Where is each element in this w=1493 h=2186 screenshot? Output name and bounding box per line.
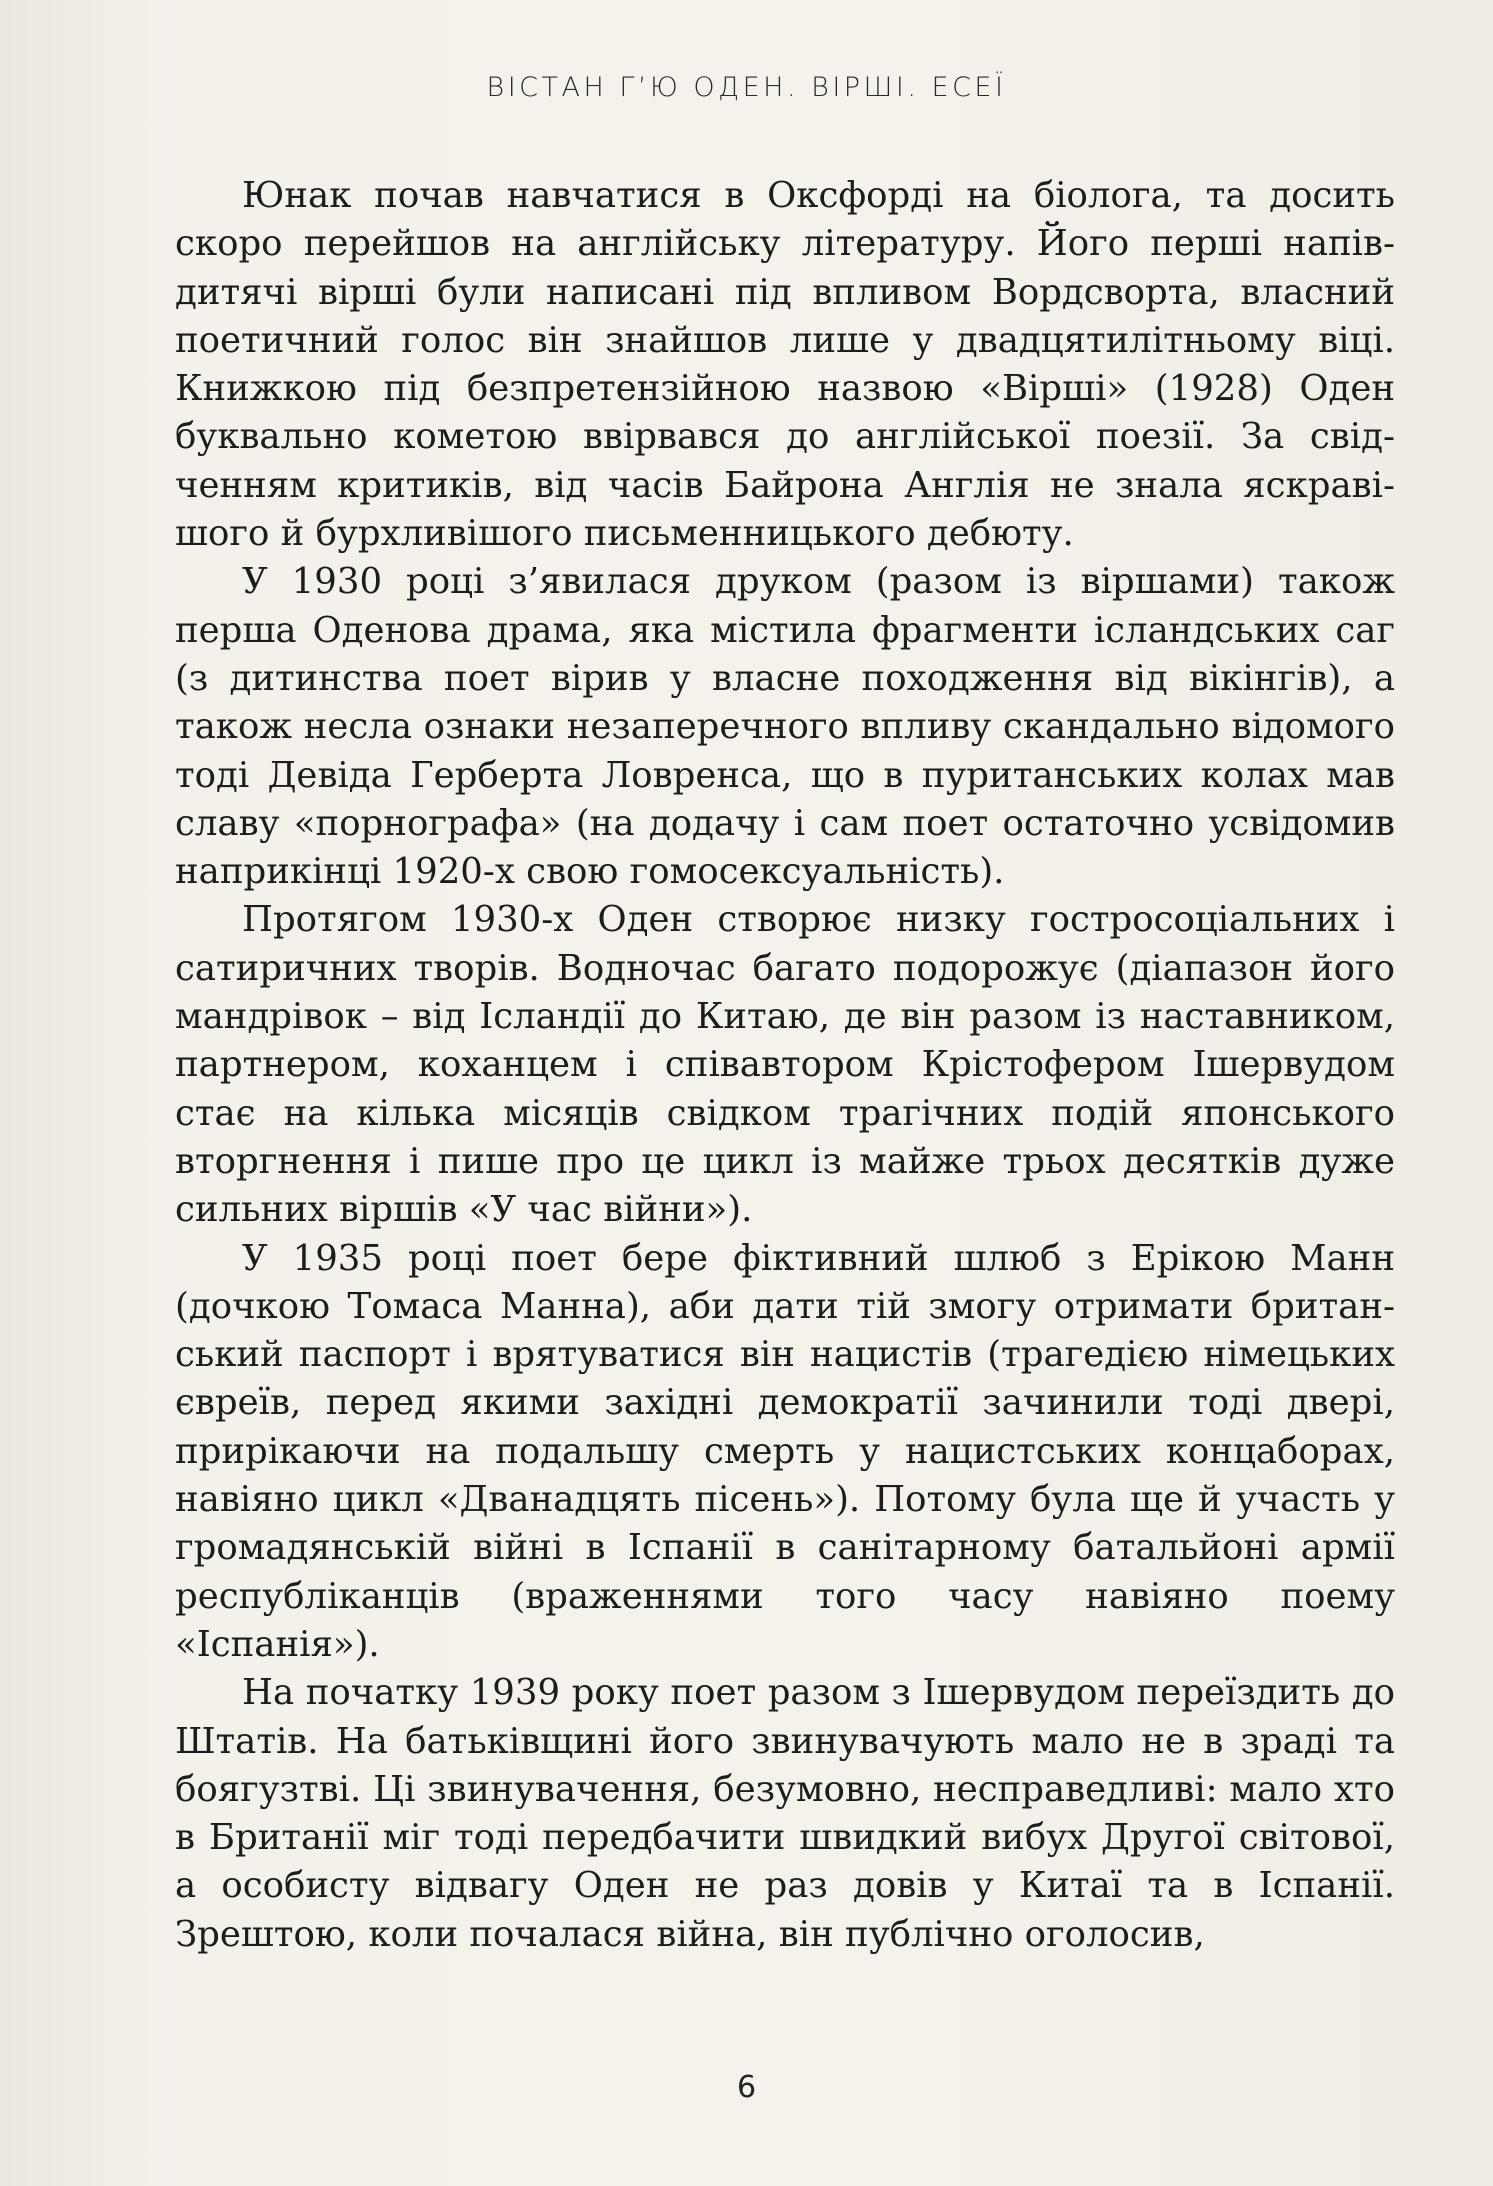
paragraph-5: На початку 1939 року поет разом з Ішервудом переїздить до Штатів. На батьківщині його звинувачують мало не в зраді та боягузтві. Ці звинувачення, безумовно, несправедливі: мало хто в Британії міг тоді передбачити швидкий вибух Другої світової, а особисту відвагу Оден не раз довів у Китаї та в Іспанії. Зрештою, коли почалася війна, він публічно оголосив, <box>175 1672 1395 1955</box>
paragraph-1: Юнак почав навчатися в Оксфорді на біолога, та досить скоро перейшов на англійську літературу. Його перші напівдитячі вірші були написані під впливом Вордсворта, власний поетичний голос він знайшов лише у двадцятилітньому віці. Книжкою під безпретензійною назвою «Вірші» (1928) Оден буквально кометою ввірвався до англійської поезії. За свідченням критиків, від часів Байрона Англія не знала яскравішого й бурхливішого письменницького дебюту. <box>175 175 1395 555</box>
paragraph-4: У 1935 році поет бере фіктивний шлюб з Ерікою Манн (дочкою Томаса Манна), аби дати тій змогу отримати британський паспорт і врятуватися він нацистів (трагедією німецьких євреїв, перед якими західні демократії зачинили тоді двері, прирікаючи на подальшу смерть у нацистських концаборах, навіяно цикл «Дванадцять пісень»). Потому була ще й участь у громадянській війні в Іспанії в санітарному батальйоні армії республіканців (враженнями того часу навіяно поему «Іспанія»). <box>175 1237 1395 1665</box>
page-number: 6 <box>736 2070 757 2105</box>
paragraph-3: Протягом 1930-х Оден створює низку гостросоціальних і сатиричних творів. Водночас багато подорожує (діапазон його мандрівок – від Ісландії до Китаю, де він разом із наставником, партнером, коханцем і співавтором Крістофером Ішервудом стає на кілька місяців свідком трагічних подій японського вторгнення і пише про це цикл із майже трьох десятків дуже сильних віршів «У час війни»). <box>175 899 1395 1231</box>
body-text <box>175 172 1395 1959</box>
paragraph-2: У 1930 році з’явилася друком (разом із віршами) також перша Оденова драма, яка містила фрагменти ісландських саг (з дитинства поет вірив у власне походження від вікінгів), а також несла ознаки незаперечного впливу скандально відомого тоді Девіда Герберта Ловренса, що в пуританських колах мав славу «порнографа» (на додачу і сам поет остаточно усвідомив наприкінці 1920-х свою гомосексуальність). <box>175 561 1395 893</box>
running-head: ВІСТАН Г’Ю ОДЕН. ВІРШІ. ЕСЕЇ <box>486 72 1007 103</box>
